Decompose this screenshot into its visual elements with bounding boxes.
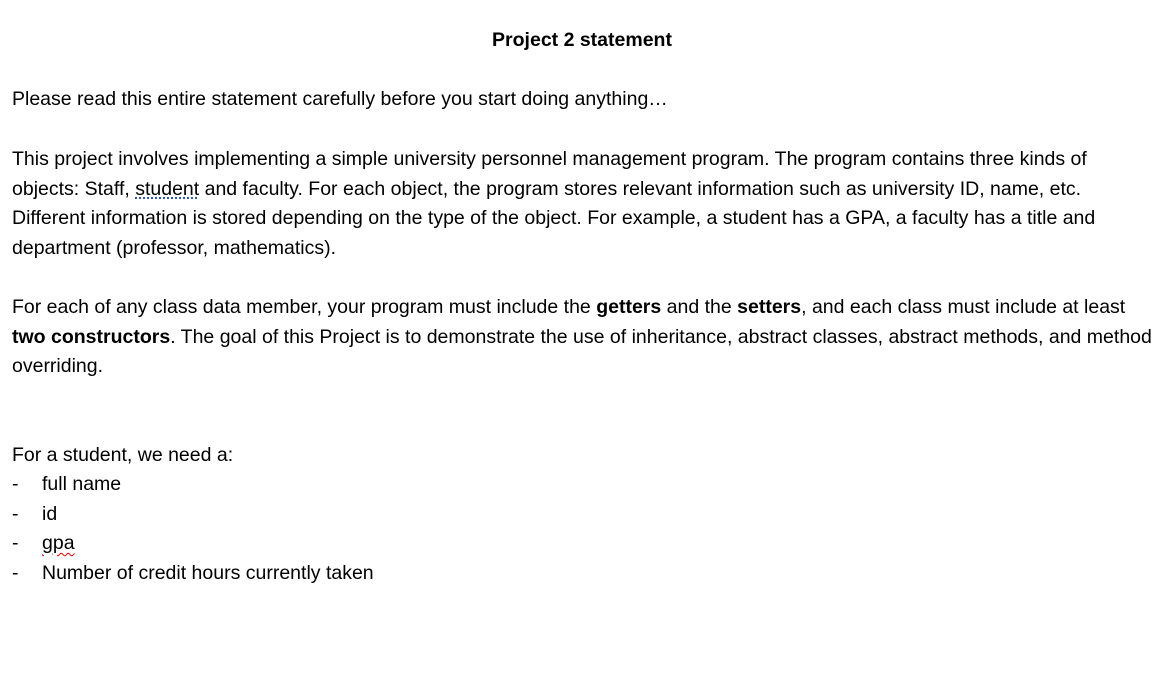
- list-item-label: full name: [42, 473, 122, 495]
- document-title: Project 2 statement: [492, 29, 672, 51]
- bullet-dash: -: [12, 502, 19, 525]
- bullet-dash: -: [12, 473, 19, 495]
- list-item: [12, 470, 374, 500]
- requirements-text-2: and the: [661, 296, 738, 318]
- student-heading: For a student, we need a:: [12, 444, 234, 466]
- list-item-label-misspelled[interactable]: gpa: [42, 532, 75, 555]
- bold-setters: setters: [737, 296, 802, 318]
- flagged-word-student[interactable]: student: [135, 177, 200, 200]
- requirements-text-3: , and each class must include at least: [801, 296, 1126, 318]
- description-text-1: This project involves implementing a simple university personnel management program. The program contains three kinds of objects: Staff,: [12, 148, 1087, 200]
- list-item-label: id: [42, 502, 58, 525]
- bold-two-constructors: two constructors: [12, 325, 171, 348]
- description-text-2: and faculty. For each object, the program stores relevant information such as university ID, name, etc. Different information is stored depending on the type of the object. For example, a student has a GPA, a faculty has a title and department (professor, mathematics).: [12, 177, 1096, 259]
- requirements-text-4: . The goal of this Project is to demonstrate the use of inheritance, abstract classes, abstract methods, and method overriding.: [12, 325, 1152, 378]
- list-item: [12, 559, 374, 589]
- bullet-dash: -: [12, 561, 19, 584]
- bullet-dash: -: [12, 532, 19, 555]
- requirements-paragraph: [12, 293, 1152, 382]
- description-paragraph: [12, 145, 1152, 263]
- list-item: [12, 500, 374, 530]
- list-item: [12, 529, 374, 559]
- requirements-text-1: For each of any class data member, your program must include the: [12, 296, 597, 318]
- student-field-list: [12, 470, 374, 588]
- bold-getters: getters: [596, 296, 662, 318]
- intro-paragraph: Please read this entire statement carefully before you start doing anything…: [12, 88, 668, 110]
- list-item-label: Number of credit hours currently taken: [42, 561, 374, 584]
